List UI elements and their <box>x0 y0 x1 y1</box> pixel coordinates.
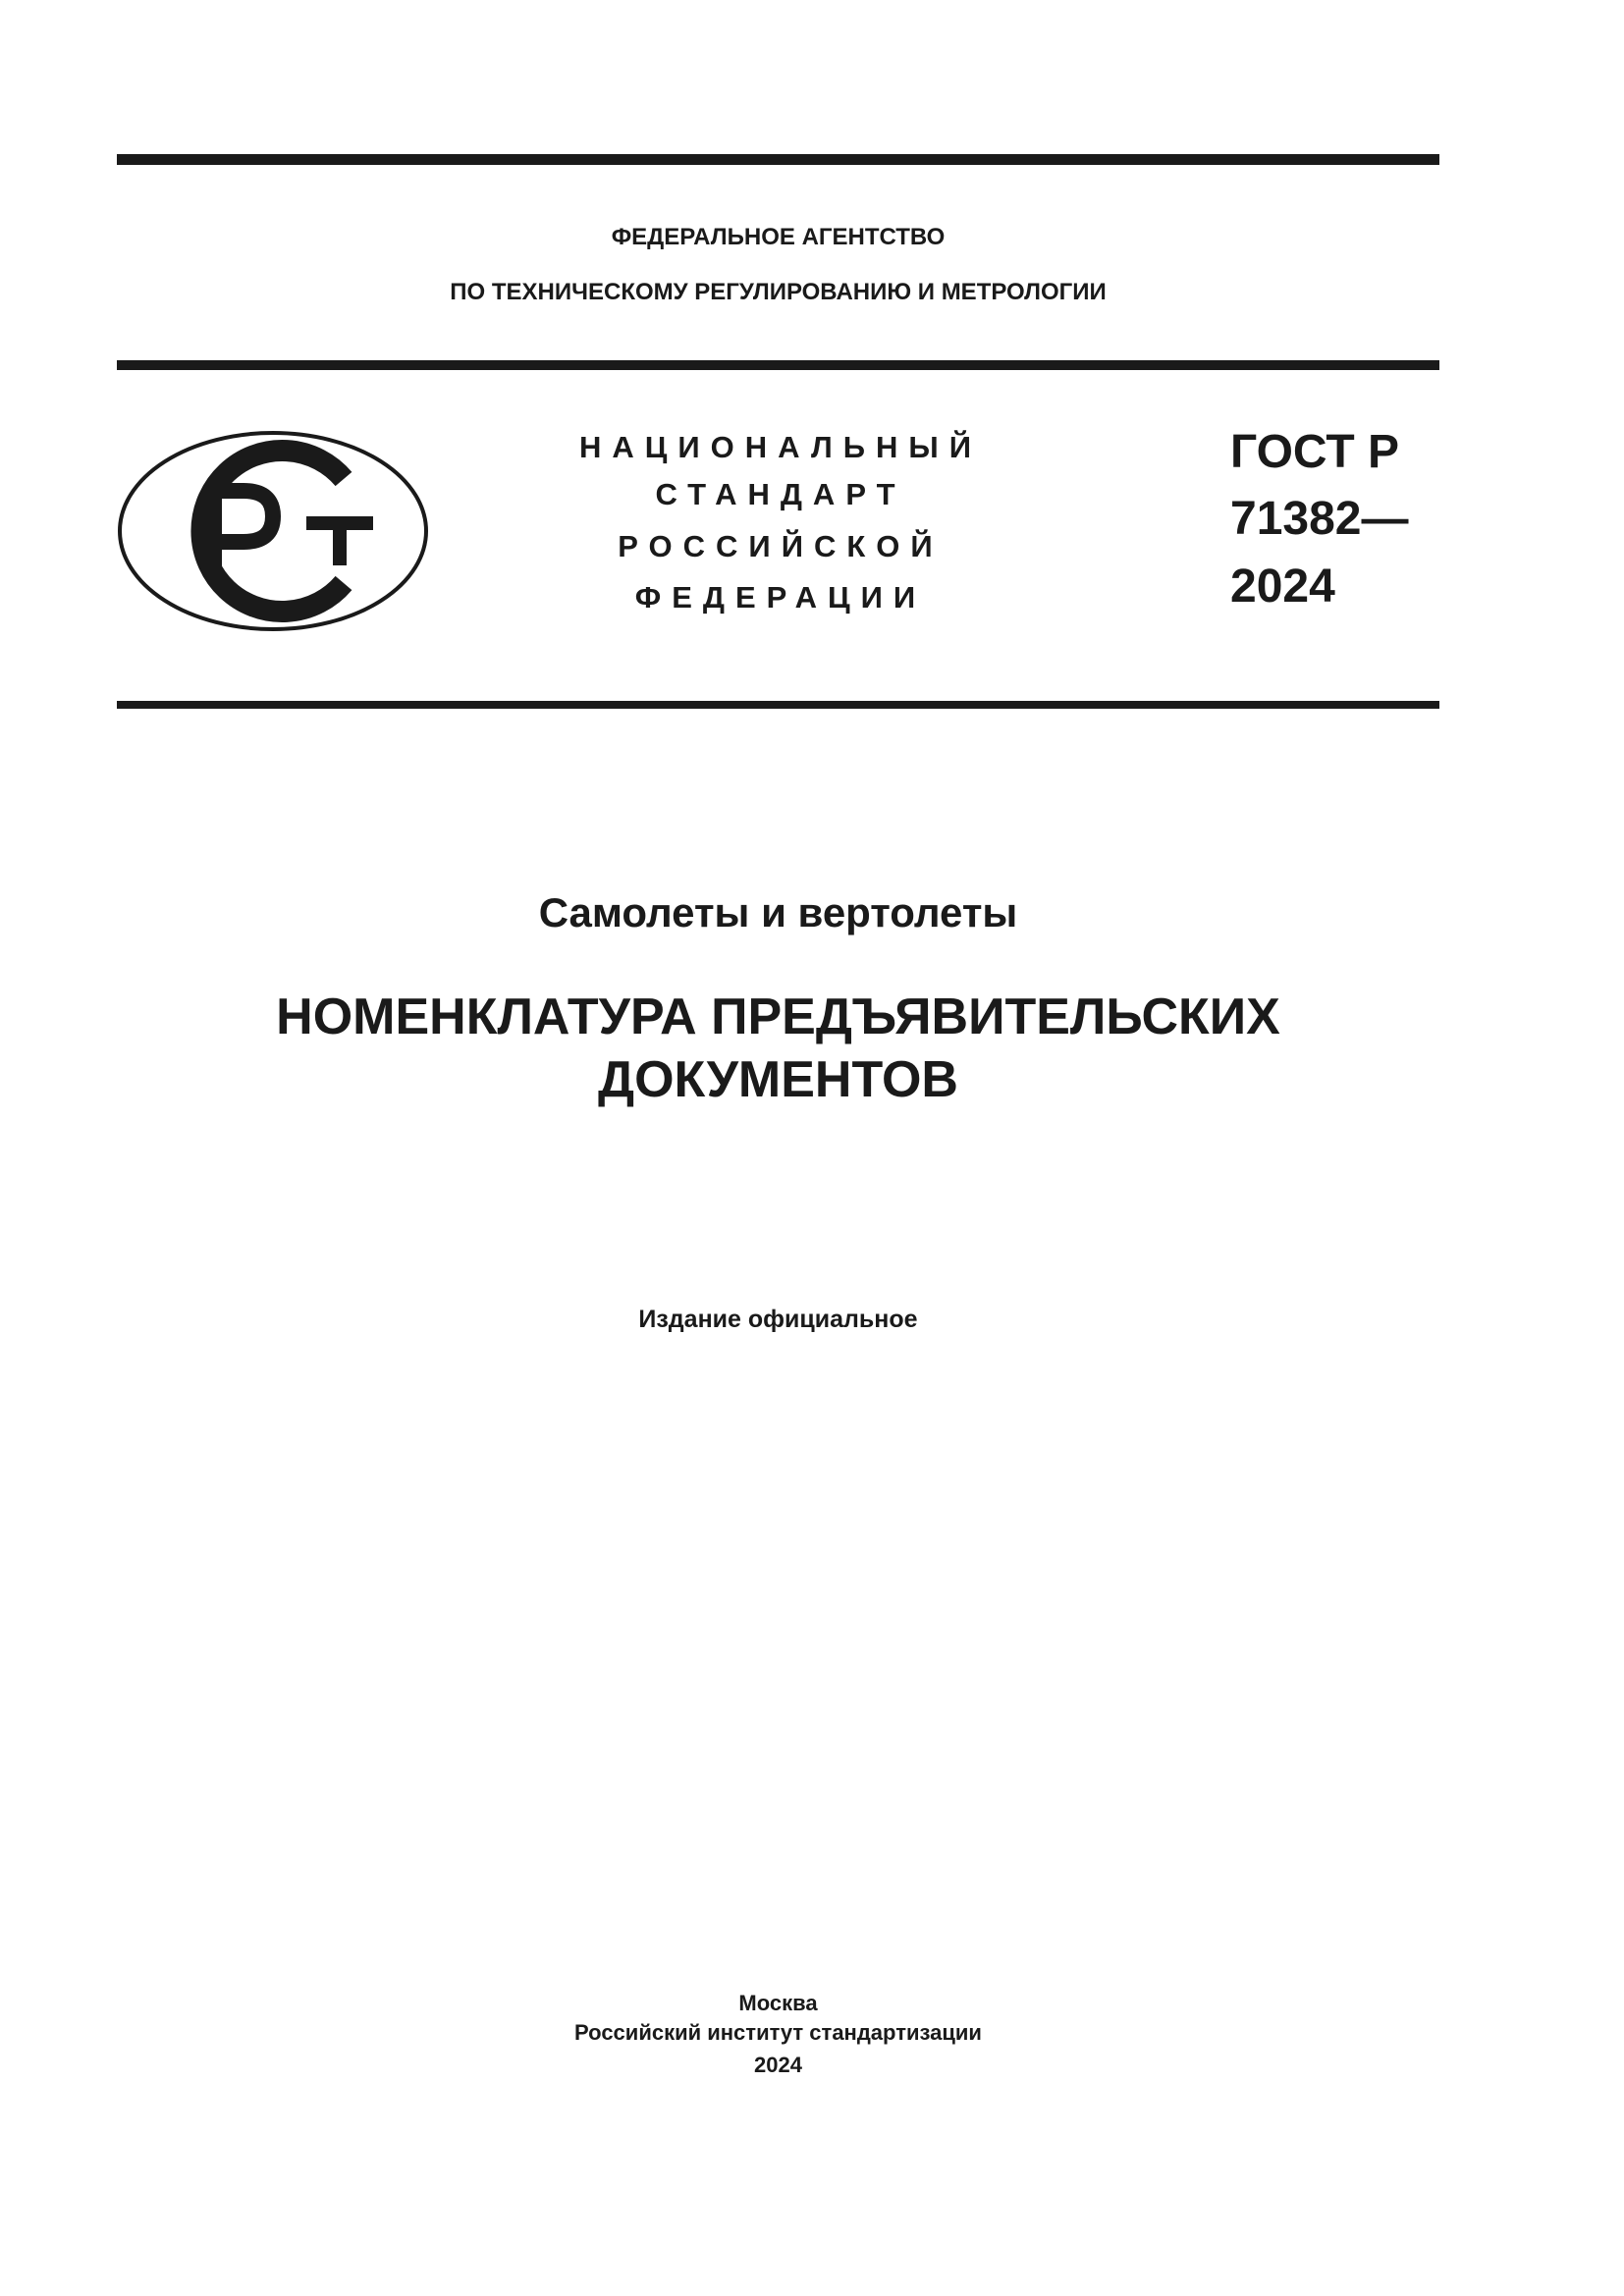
footer-year: 2024 <box>754 2053 802 2077</box>
agency-name-line2: ПО ТЕХНИЧЕСКОМУ РЕГУЛИРОВАНИЮ И МЕТРОЛОГИИ <box>450 279 1107 305</box>
top-rule <box>117 154 1439 165</box>
national-standard-line3: РОССИЙСКОЙ <box>618 529 944 563</box>
header-rule <box>117 360 1439 370</box>
agency-name-line1: ФЕДЕРАЛЬНОЕ АГЕНТСТВО <box>611 224 946 250</box>
document-title-line1: НОМЕНКЛАТУРА ПРЕДЪЯВИТЕЛЬСКИХ <box>276 988 1280 1045</box>
document-title-line2: ДОКУМЕНТОВ <box>598 1051 958 1108</box>
national-standard-line1: НАЦИОНАЛЬНЫЙ <box>578 430 983 464</box>
edition-label: Издание официальное <box>638 1306 918 1333</box>
national-standard-line2: СТАНДАРТ <box>655 477 906 511</box>
gost-code-line2: 71382— <box>1230 493 1409 545</box>
footer-city: Москва <box>738 1991 818 2015</box>
national-standard-line4: ФЕДЕРАЦИИ <box>634 580 927 614</box>
standard-rule <box>117 701 1439 709</box>
rst-certification-logo-icon <box>116 430 430 632</box>
gost-code-line3: 2024 <box>1230 561 1335 613</box>
gost-code-line1: ГОСТ Р <box>1230 426 1400 478</box>
document-subtitle: Самолеты и вертолеты <box>538 889 1018 935</box>
footer-publisher: Российский институт стандартизации <box>574 2020 982 2045</box>
